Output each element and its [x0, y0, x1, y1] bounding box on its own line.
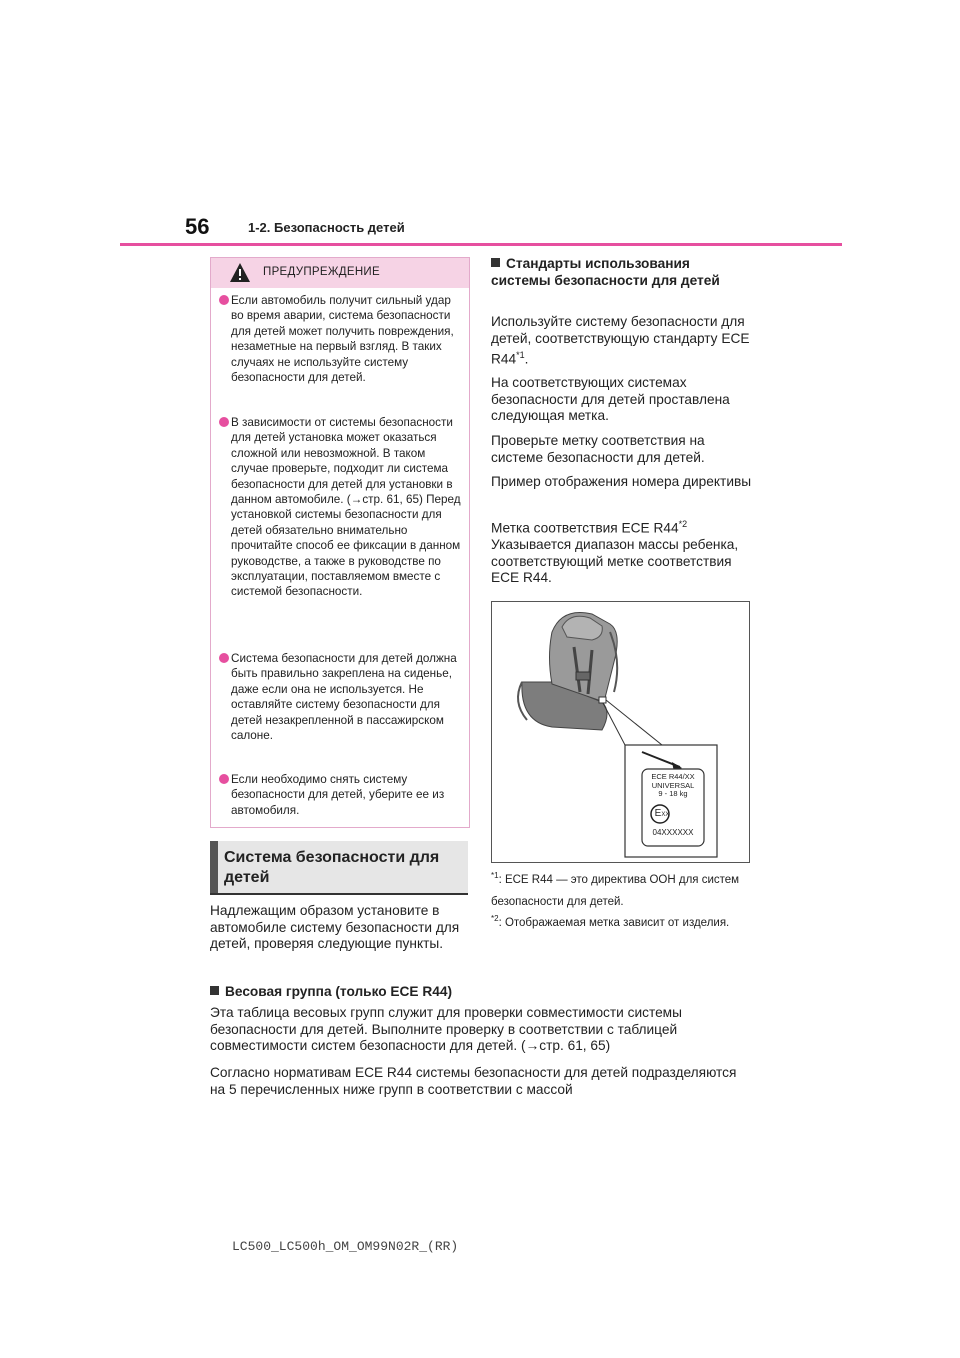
standards-paragraph-3: Проверьте метку соответствия на системе безопасности для детей. [491, 433, 705, 465]
bullet-dot-icon [219, 774, 229, 784]
warning-box [210, 257, 470, 828]
page-number: 56 [185, 214, 210, 239]
header-rule [120, 243, 842, 246]
standards-heading: Стандарты использования системы безопасности для детей [491, 256, 720, 288]
weight-group-heading: Весовая группа (только ECE R44) [210, 984, 770, 1001]
square-bullet-icon [491, 258, 500, 267]
child-seat-figure [491, 601, 750, 863]
warning-title: ПРЕДУПРЕЖДЕНИЕ [263, 266, 380, 278]
section-title: 1-2. Безопасность детей [248, 220, 405, 235]
ece-label-text: ECE R44/XX UNIVERSAL 9 - 18 kg [651, 772, 695, 798]
intro-paragraph: Надлежащим образом установите в автомобиле систему безопасности для детей, проверяя следующие пункты. [210, 903, 460, 952]
bullet-dot-icon [219, 653, 229, 663]
child-seat-illustration [492, 602, 749, 862]
ece-approval-code: 04XXXXXX [652, 828, 694, 837]
square-bullet-icon [210, 986, 219, 995]
warning-item: В зависимости от системы безопасности для детей установка может оказаться сложной или невозможной. В таком случае проверьте, подходит ли система безопасности для детей для установки в данном автомобиле. (→стр. 61, 65) Перед установкой системы безопасности для детей обязательно внимательно прочитайте способ ее фиксации в данном руководстве, а также в руководстве по эксплуатации, поставляемом вместе с системой безопасности. [219, 415, 464, 600]
weight-group-paragraph-2: Согласно нормативам ECE R44 системы безопасности для детей подразделяются на 5 перечисленных ниже групп в соответствии с массой [210, 1065, 737, 1097]
warning-item: Система безопасности для детей должна быть правильно закреплена на сиденье, даже если она не используется. Не оставляйте систему безопасности для детей незакрепленной в пассажирском салоне. [219, 651, 464, 743]
section-heading [210, 841, 468, 895]
manual-code: LC500_LC500h_OM_OM99N02R_(RR) [232, 1239, 459, 1254]
bullet-dot-icon [219, 295, 229, 305]
section-heading-title: Система безопасности для детей [224, 849, 440, 886]
standards-paragraph-2: На соответствующих системах безопасности для детей проставлена следующая метка. [491, 375, 730, 424]
warning-header [211, 258, 469, 288]
warning-triangle-icon [229, 262, 251, 284]
standards-paragraph-5: Метка соответствия ECE R44$^{*2}$ Указывается диапазон массы ребенка, соответствующий метке соответствия ECE R44. [491, 519, 739, 586]
bullet-dot-icon [219, 417, 229, 427]
standards-paragraph-4: Пример отображения номера директивы [491, 474, 752, 489]
warning-item: Если необходимо снять систему безопасности для детей, уберите ее из автомобиля. [219, 772, 464, 818]
weight-group-paragraph-1: Эта таблица весовых групп служит для проверки совместимости системы безопасности для детей. Выполните проверку в соответствии с таблицей совместимости систем безопасности для детей. (→стр. 61, 65) [210, 1005, 682, 1054]
footnote: $^{*2}$: Отображаемая метка зависит от изделия. [491, 914, 730, 929]
footnote: $^{*1}$: ECE R44 — это директива ООН для систем безопасности для детей. [491, 871, 740, 908]
warning-item: Если автомобиль получит сильный удар во время аварии, система безопасности для детей может получить повреждения, незаметные на первый взгляд. В таких случаях не используйте систему безопасности для детей. [219, 293, 464, 385]
standards-paragraph-1: Используйте систему безопасности для детей, соответствующую стандарту ECE R44$^{*1}$. [491, 314, 750, 367]
e-mark-icon: EXX [654, 808, 670, 819]
